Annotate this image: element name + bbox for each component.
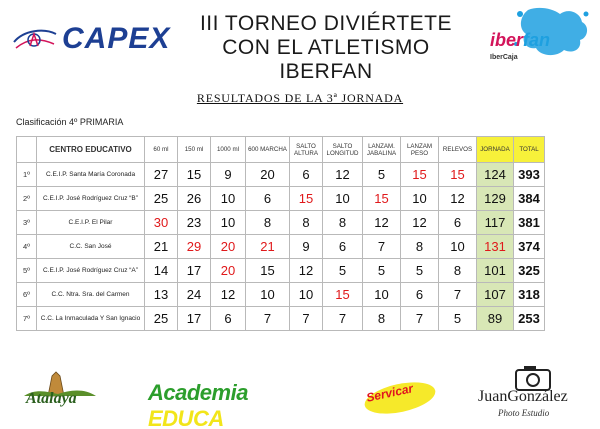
score-cell: 7 (323, 307, 363, 331)
classification-label: Clasificación 4º PRIMARIA (16, 117, 124, 127)
score-cell: 12 (323, 163, 363, 187)
atalaya-logo (18, 368, 100, 418)
column-header: 600 MARCHA (246, 137, 290, 163)
column-header: 60 ml (145, 137, 178, 163)
score-cell: 10 (290, 283, 323, 307)
jornada-cell: 107 (477, 283, 514, 307)
score-cell: 5 (363, 259, 401, 283)
event-title-line1: III TORNEO DIVIÉRTETE (199, 12, 453, 35)
score-cell: 7 (363, 235, 401, 259)
score-cell: 13 (145, 283, 178, 307)
score-cell: 21 (145, 235, 178, 259)
jornada-cell: 89 (477, 307, 514, 331)
score-cell: 14 (145, 259, 178, 283)
column-header: LANZAM. JABALINA (363, 137, 401, 163)
score-cell: 5 (323, 259, 363, 283)
capex-wordmark: CAPEX (62, 22, 171, 55)
score-cell: 5 (401, 259, 439, 283)
jornada-cell: 131 (477, 235, 514, 259)
score-cell: 5 (439, 307, 477, 331)
score-cell: 30 (145, 211, 178, 235)
score-cell: 15 (290, 187, 323, 211)
score-cell: 6 (290, 163, 323, 187)
column-header: 1000 ml (211, 137, 246, 163)
score-cell: 15 (323, 283, 363, 307)
score-cell: 10 (211, 211, 246, 235)
score-cell: 6 (246, 187, 290, 211)
score-cell: 20 (211, 259, 246, 283)
score-cell: 12 (363, 211, 401, 235)
table-header-row (17, 137, 545, 163)
capex-logo (8, 22, 176, 56)
table-row (17, 187, 545, 211)
score-cell: 12 (290, 259, 323, 283)
score-cell: 23 (178, 211, 211, 235)
column-header: CENTRO EDUCATIVO (37, 137, 145, 163)
total-cell: 325 (514, 259, 545, 283)
score-cell: 8 (363, 307, 401, 331)
column-header: RELEVOS (439, 137, 477, 163)
position-cell: 7º (17, 307, 37, 331)
score-cell: 15 (178, 163, 211, 187)
score-cell: 10 (246, 283, 290, 307)
total-cell: 318 (514, 283, 545, 307)
position-cell: 2º (17, 187, 37, 211)
table-row (17, 235, 545, 259)
table-row (17, 259, 545, 283)
score-cell: 10 (323, 187, 363, 211)
school-cell: C.C. Ntra. Sra. del Carmen (37, 283, 145, 307)
photo-studio-name: JuanGonzález (478, 388, 568, 405)
table-row (17, 163, 545, 187)
capex-emblem-icon (10, 24, 58, 54)
score-cell: 10 (439, 235, 477, 259)
score-cell: 8 (439, 259, 477, 283)
total-cell: 374 (514, 235, 545, 259)
score-cell: 20 (211, 235, 246, 259)
school-cell: C.E.I.P. El Pilar (37, 211, 145, 235)
score-cell: 25 (145, 307, 178, 331)
total-cell: 393 (514, 163, 545, 187)
score-cell: 12 (211, 283, 246, 307)
score-cell: 12 (401, 211, 439, 235)
iberfan-wordmark: iberfan (490, 30, 551, 50)
event-title-line2: CON EL ATLETISMO IBERFAN (222, 36, 430, 83)
column-header: LANZAM PESO (401, 137, 439, 163)
score-cell: 20 (246, 163, 290, 187)
iberfan-logo (476, 4, 594, 70)
score-cell: 21 (246, 235, 290, 259)
jornada-cell: 124 (477, 163, 514, 187)
column-header: JORNADA (477, 137, 514, 163)
score-cell: 7 (246, 307, 290, 331)
jornada-cell: 117 (477, 211, 514, 235)
school-cell: C.C. La Inmaculada Y San Ignacio (37, 307, 145, 331)
total-cell: 253 (514, 307, 545, 331)
score-cell: 24 (178, 283, 211, 307)
score-cell: 5 (363, 163, 401, 187)
score-cell: 15 (246, 259, 290, 283)
score-cell: 12 (439, 187, 477, 211)
position-cell: 4º (17, 235, 37, 259)
servicar-logo (360, 376, 440, 416)
jornada-cell: 129 (477, 187, 514, 211)
score-cell: 8 (290, 211, 323, 235)
score-cell: 15 (439, 163, 477, 187)
academia-educa-logo (146, 372, 318, 429)
atalaya-wordmark: Atalaya (26, 390, 77, 407)
table-row (17, 307, 545, 331)
score-cell: 6 (439, 211, 477, 235)
score-cell: 6 (401, 283, 439, 307)
position-cell: 6º (17, 283, 37, 307)
score-cell: 7 (439, 283, 477, 307)
results-table (16, 136, 545, 331)
school-cell: C.E.I.P. Santa María Coronada (37, 163, 145, 187)
table-row (17, 211, 545, 235)
score-cell: 29 (178, 235, 211, 259)
column-header: SALTO LONGITUD (323, 137, 363, 163)
school-cell: C.C. San José (37, 235, 145, 259)
column-header: TOTAL (514, 137, 545, 163)
event-title (176, 12, 476, 84)
ibercaja-wordmark: IberCaja (490, 54, 518, 61)
score-cell: 15 (401, 163, 439, 187)
score-cell: 10 (401, 187, 439, 211)
score-cell: 15 (363, 187, 401, 211)
jornada-cell: 101 (477, 259, 514, 283)
results-title: RESULTADOS DE LA 3ª JORNADA (196, 91, 404, 105)
score-cell: 26 (178, 187, 211, 211)
juan-gonzalez-photo-logo (478, 362, 588, 422)
score-cell: 10 (211, 187, 246, 211)
score-cell: 6 (211, 307, 246, 331)
column-header: 150 ml (178, 137, 211, 163)
score-cell: 17 (178, 259, 211, 283)
school-cell: C.E.I.P. José Rodríguez Cruz “A” (37, 259, 145, 283)
score-cell: 8 (401, 235, 439, 259)
column-header: SALTO ALTURA (290, 137, 323, 163)
score-cell: 8 (323, 211, 363, 235)
total-cell: 384 (514, 187, 545, 211)
score-cell: 8 (246, 211, 290, 235)
score-cell: 9 (290, 235, 323, 259)
total-cell: 381 (514, 211, 545, 235)
score-cell: 6 (323, 235, 363, 259)
score-cell: 10 (363, 283, 401, 307)
position-header (17, 137, 37, 163)
photo-studio-subtitle: Photo Estudio (498, 408, 550, 418)
academia-educa-wordmark: Academia EDUCA (148, 380, 248, 429)
score-cell: 9 (211, 163, 246, 187)
school-cell: C.E.I.P. José Rodríguez Cruz “B” (37, 187, 145, 211)
score-cell: 27 (145, 163, 178, 187)
score-cell: 7 (290, 307, 323, 331)
position-cell: 1º (17, 163, 37, 187)
score-cell: 7 (401, 307, 439, 331)
table-row (17, 283, 545, 307)
position-cell: 5º (17, 259, 37, 283)
score-cell: 25 (145, 187, 178, 211)
servicar-wordmark: Servicar (365, 381, 415, 405)
position-cell: 3º (17, 211, 37, 235)
score-cell: 17 (178, 307, 211, 331)
